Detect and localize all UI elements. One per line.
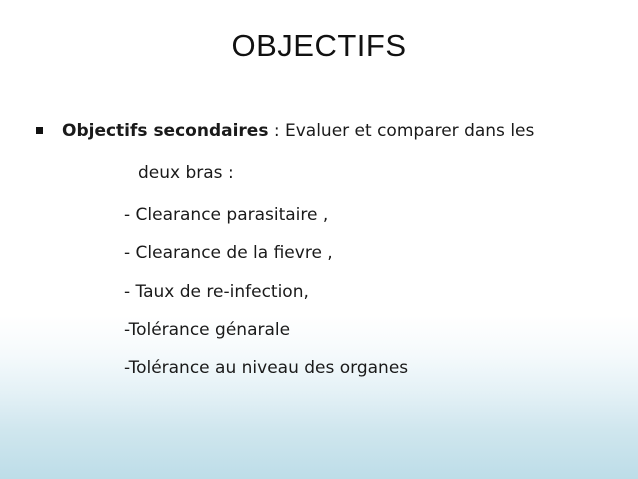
bullet-text: : Evaluer et comparer dans les (268, 121, 535, 141)
bullet-line (62, 120, 534, 142)
slide-title: OBJECTIFS (231, 28, 407, 63)
list-item: -Tolérance génarale (124, 320, 291, 340)
list-item: -Tolérance au niveau des organes (124, 358, 409, 378)
bullet-label: Objectifs secondaires (62, 121, 269, 141)
bullet-continuation: deux bras : (138, 163, 234, 183)
list-item: - Clearance de la fievre , (124, 243, 333, 263)
square-bullet-icon (36, 127, 43, 134)
list-item: - Clearance parasitaire , (124, 205, 329, 225)
list-item: - Taux de re-infection, (124, 282, 309, 302)
